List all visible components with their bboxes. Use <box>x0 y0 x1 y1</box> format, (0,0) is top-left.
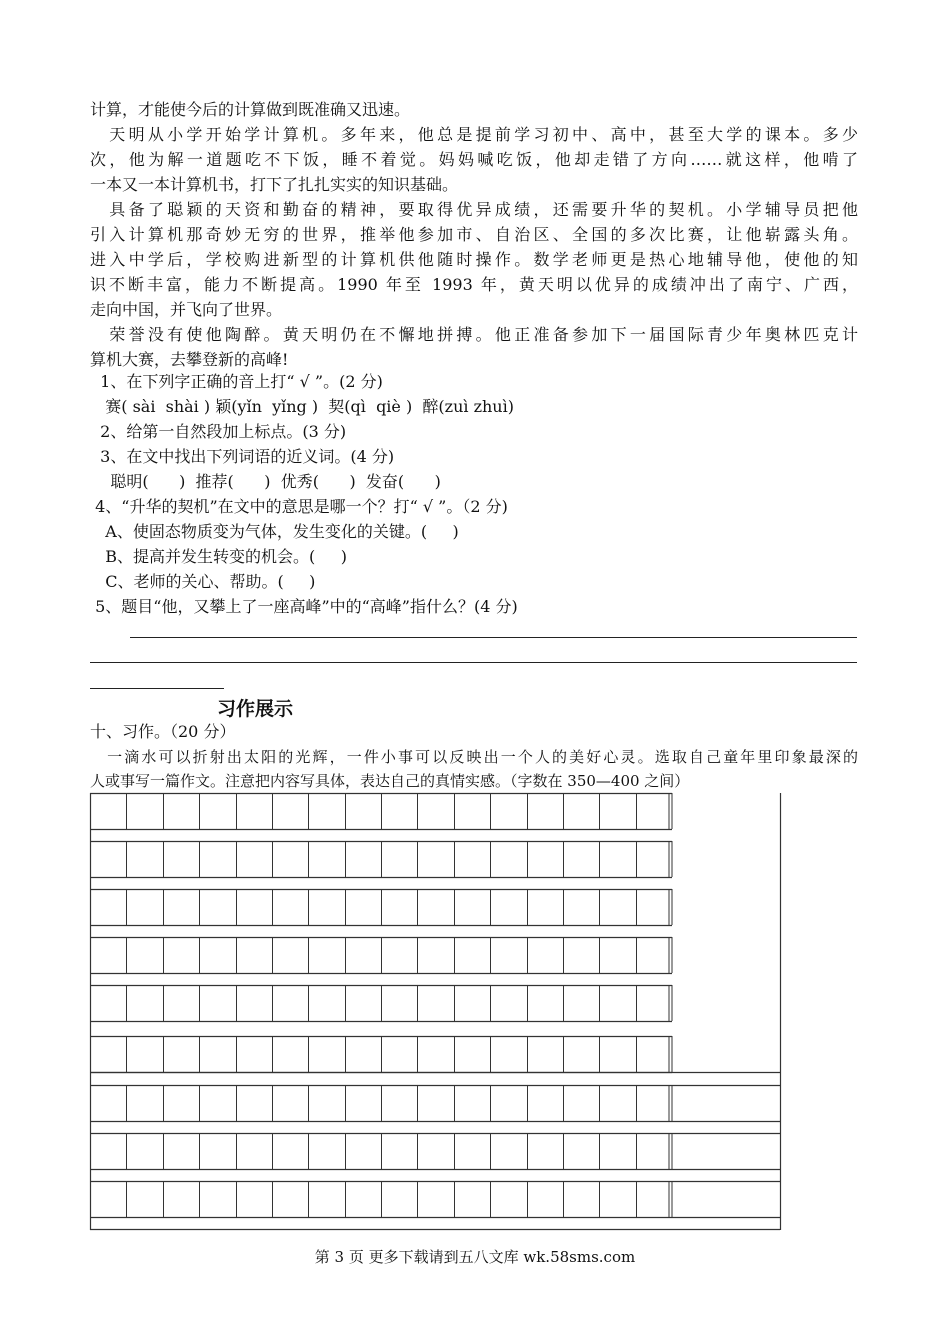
question-line: B、提高并发生转变的机会。( ) <box>90 547 347 566</box>
question-line: 5、题目“他，又攀上了一座高峰”中的“高峰”指什么？(4 分) <box>90 597 518 616</box>
page-footer: 第 3 页 更多下载请到五八文库 wk.58sms.com <box>314 1248 636 1266</box>
section-title: 习作展示 <box>217 698 294 720</box>
question-line: 3、在文中找出下列词语的近义词。(4 分) <box>90 447 395 466</box>
question-line: 聪明( ) 推荐( ) 优秀( ) 发奋( ) <box>90 472 441 491</box>
passage-line: 天明从小学开始学计算机。多年来，他总是提前学习初中、高中，甚至大学的课本。多少 <box>90 125 858 144</box>
passage-line: 走向中国，并飞向了世界。 <box>90 300 283 319</box>
passage-line: 具备了聪颖的天资和勤奋的精神，要取得优异成绩，还需要升华的契机。小学辅导员把他 <box>90 200 858 219</box>
passage-line: 次，他为解一道题吃不下饭，睡不着觉。妈妈喊吃饭，他却走错了方向……就这样，他啃了 <box>90 150 858 169</box>
question-line: 2、给第一自然段加上标点。(3 分) <box>90 422 347 441</box>
essay-prompt-line: 一滴水可以折射出太阳的光辉，一件小事可以反映出一个人的美好心灵。选取自己童年里印象最深的 <box>90 748 858 766</box>
essay-heading: 十、习作。（20 分） <box>90 722 236 741</box>
essay-prompt-line: 人或事写一篇作文。注意把内容写具体，表达自己的真情实感。（字数在 350—400 之间） <box>90 772 690 790</box>
passage-line: 荣誉没有使他陶醉。黄天明仍在不懈地拼搏。他正准备参加下一届国际青少年奥林匹克计 <box>90 325 858 344</box>
question-line: C、老师的关心、帮助。( ) <box>90 572 316 591</box>
passage-line: 进入中学后，学校购进新型的计算机供他随时操作。数学老师更是热心地辅导他，使他的知 <box>90 250 858 269</box>
passage-line: 算机大赛，去攀登新的高峰! <box>90 350 289 369</box>
passage-line: 一本又一本计算机书，打下了扎扎实实的知识基础。 <box>90 175 459 194</box>
question-line: 4、“升华的契机”在文中的意思是哪一个？打“ √ ”。（2 分) <box>90 497 508 516</box>
question-line: 1、在下列字正确的音上打“ √ ”。(2 分) <box>90 372 383 391</box>
question-line: 赛( sài shài ) 颖(yǐn yǐng ) 契(qì qiè ) 醉(zuì zhuì) <box>90 397 514 416</box>
question-line: A、使固态物质变为气体，发生变化的关键。( ) <box>90 522 459 541</box>
passage-line: 计算，才能使今后的计算做到既准确又迅速。 <box>90 100 411 119</box>
passage-line: 引入计算机那奇妙无穷的世界，推举他参加市、自治区、全国的多次比赛，让他崭露头角。 <box>90 225 858 244</box>
passage-line: 识不断丰富，能力不断提高。1990 年至 1993 年，黄天明以优异的成绩冲出了南宁、广西， <box>90 275 858 294</box>
